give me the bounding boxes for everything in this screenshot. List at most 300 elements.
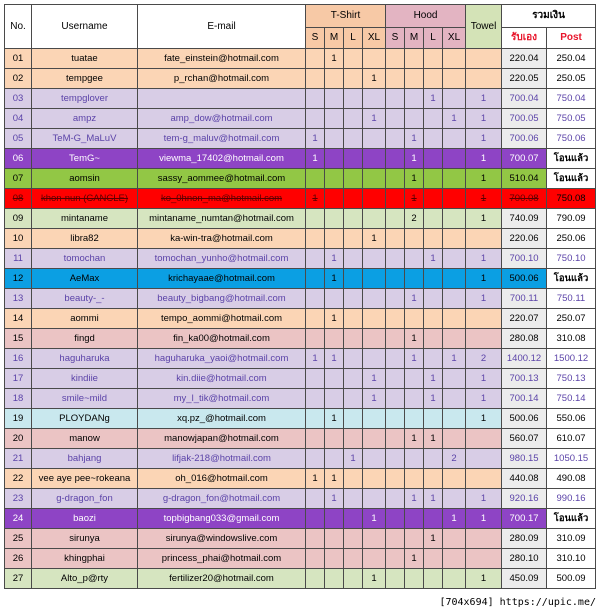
tshirt-size-s: S — [306, 28, 325, 49]
table-row — [5, 89, 596, 109]
tshirt-qty-s — [306, 49, 325, 69]
tshirt-qty-m — [325, 129, 344, 149]
table-row — [5, 209, 596, 229]
row-email: sirunya@windowslive.com — [138, 529, 306, 549]
table-row — [5, 109, 596, 129]
hood-qty-l — [424, 289, 443, 309]
tshirt-qty-m — [325, 389, 344, 409]
tshirt-qty-l — [344, 369, 363, 389]
total-post: 750.13 — [547, 369, 596, 389]
tshirt-qty-s — [306, 549, 325, 569]
towel-qty: 1 — [466, 109, 502, 129]
total-self-pickup: 280.08 — [502, 329, 547, 349]
total-post: 750.08 — [547, 189, 596, 209]
tshirt-qty-xl — [363, 169, 386, 189]
hood-qty-l: 1 — [424, 89, 443, 109]
towel-qty: 1 — [466, 489, 502, 509]
col-header-self-pickup: รับเอง — [502, 28, 547, 49]
hood-qty-s — [386, 169, 405, 189]
table-row — [5, 229, 596, 249]
tshirt-qty-l — [344, 149, 363, 169]
total-post: 750.05 — [547, 109, 596, 129]
tshirt-qty-m — [325, 509, 344, 529]
hood-qty-s — [386, 149, 405, 169]
col-header-no: No. — [5, 5, 32, 49]
tshirt-qty-xl: 1 — [363, 109, 386, 129]
hood-qty-xl: 1 — [443, 109, 466, 129]
hood-qty-m: 1 — [405, 129, 424, 149]
row-email: mintaname_numtan@hotmail.com — [138, 209, 306, 229]
tshirt-qty-m — [325, 369, 344, 389]
row-email: haguharuka_yaoi@hotmail.com — [138, 349, 306, 369]
tshirt-qty-s — [306, 289, 325, 309]
total-post: 750.10 — [547, 249, 596, 269]
hood-size-l: L — [424, 28, 443, 49]
tshirt-qty-l — [344, 229, 363, 249]
hood-qty-l: 1 — [424, 429, 443, 449]
hood-qty-m — [405, 509, 424, 529]
total-post: โอนแล้ว — [547, 269, 596, 289]
hood-qty-m — [405, 449, 424, 469]
tshirt-qty-xl — [363, 189, 386, 209]
row-username: beauty-_- — [32, 289, 138, 309]
row-email: kin.diie@hotmail.com — [138, 369, 306, 389]
row-username: sirunya — [32, 529, 138, 549]
tshirt-size-xl: XL — [363, 28, 386, 49]
row-email — [138, 89, 306, 109]
row-email: tomochan_yunho@hotmail.com — [138, 249, 306, 269]
total-post: 250.07 — [547, 309, 596, 329]
tshirt-qty-m — [325, 529, 344, 549]
hood-qty-l: 1 — [424, 249, 443, 269]
tshirt-qty-m — [325, 69, 344, 89]
tshirt-qty-m — [325, 569, 344, 589]
tshirt-qty-xl: 1 — [363, 369, 386, 389]
table-row — [5, 489, 596, 509]
tshirt-qty-s: 1 — [306, 129, 325, 149]
hood-qty-s — [386, 49, 405, 69]
total-post: 310.09 — [547, 529, 596, 549]
row-number: 25 — [5, 529, 32, 549]
tshirt-qty-m — [325, 549, 344, 569]
tshirt-qty-xl — [363, 489, 386, 509]
tshirt-qty-m — [325, 89, 344, 109]
row-username: aomsin — [32, 169, 138, 189]
total-post: 250.04 — [547, 49, 596, 69]
hood-qty-l — [424, 569, 443, 589]
table-row — [5, 309, 596, 329]
towel-qty: 1 — [466, 149, 502, 169]
row-email: manowjapan@hotmail.com — [138, 429, 306, 449]
row-number: 19 — [5, 409, 32, 429]
orders-table — [4, 4, 596, 589]
tshirt-qty-s: 1 — [306, 189, 325, 209]
total-self-pickup: 700.05 — [502, 109, 547, 129]
table-row — [5, 129, 596, 149]
total-post: 990.16 — [547, 489, 596, 509]
row-username: TeM-G_MaLuV — [32, 129, 138, 149]
tshirt-qty-m: 1 — [325, 489, 344, 509]
total-post: โอนแล้ว — [547, 169, 596, 189]
row-number: 05 — [5, 129, 32, 149]
row-username: ampz — [32, 109, 138, 129]
table-row — [5, 469, 596, 489]
hood-qty-l — [424, 49, 443, 69]
row-email: my_l_tik@hotmail.com — [138, 389, 306, 409]
towel-qty — [466, 69, 502, 89]
total-self-pickup: 920.16 — [502, 489, 547, 509]
col-header-email: E-mail — [138, 5, 306, 49]
tshirt-qty-l — [344, 329, 363, 349]
hood-qty-m — [405, 389, 424, 409]
row-number: 09 — [5, 209, 32, 229]
total-post: 310.08 — [547, 329, 596, 349]
tshirt-qty-s — [306, 489, 325, 509]
tshirt-qty-l — [344, 249, 363, 269]
tshirt-qty-s — [306, 409, 325, 429]
tshirt-qty-l — [344, 529, 363, 549]
total-post: โอนแล้ว — [547, 149, 596, 169]
hood-qty-s — [386, 469, 405, 489]
towel-qty: 1 — [466, 569, 502, 589]
tshirt-qty-xl — [363, 209, 386, 229]
row-email: ko_0hnon_ma@hotmail.com — [138, 189, 306, 209]
tshirt-qty-xl — [363, 249, 386, 269]
row-email: oh_016@hotmail.com — [138, 469, 306, 489]
hood-qty-s — [386, 109, 405, 129]
hood-qty-m: 1 — [405, 349, 424, 369]
tshirt-qty-xl — [363, 449, 386, 469]
row-email: krichayaae@hotmail.com — [138, 269, 306, 289]
tshirt-qty-xl — [363, 49, 386, 69]
tshirt-qty-s — [306, 249, 325, 269]
hood-qty-l — [424, 469, 443, 489]
col-header-tshirt: T-Shirt — [306, 5, 386, 28]
hood-qty-l — [424, 189, 443, 209]
towel-qty — [466, 429, 502, 449]
hood-qty-s — [386, 509, 405, 529]
row-username: libra82 — [32, 229, 138, 249]
hood-qty-xl — [443, 289, 466, 309]
hood-qty-l — [424, 409, 443, 429]
hood-qty-xl — [443, 369, 466, 389]
tshirt-qty-s: 1 — [306, 149, 325, 169]
row-number: 08 — [5, 189, 32, 209]
hood-qty-l — [424, 229, 443, 249]
hood-qty-xl — [443, 269, 466, 289]
tshirt-qty-l — [344, 209, 363, 229]
row-number: 12 — [5, 269, 32, 289]
hood-qty-l: 1 — [424, 389, 443, 409]
hood-qty-xl — [443, 169, 466, 189]
row-number: 23 — [5, 489, 32, 509]
hood-qty-l — [424, 109, 443, 129]
table-row — [5, 249, 596, 269]
tshirt-qty-l — [344, 489, 363, 509]
towel-qty: 1 — [466, 509, 502, 529]
towel-qty — [466, 549, 502, 569]
tshirt-qty-xl — [363, 89, 386, 109]
total-self-pickup: 700.06 — [502, 129, 547, 149]
tshirt-qty-m — [325, 209, 344, 229]
row-number: 10 — [5, 229, 32, 249]
row-number: 15 — [5, 329, 32, 349]
row-username: tuatae — [32, 49, 138, 69]
tshirt-qty-l — [344, 129, 363, 149]
total-self-pickup: 220.07 — [502, 309, 547, 329]
hood-qty-xl — [443, 189, 466, 209]
row-number: 13 — [5, 289, 32, 309]
table-row — [5, 449, 596, 469]
table-row — [5, 549, 596, 569]
col-header-towel: Towel — [466, 5, 502, 49]
table-row — [5, 509, 596, 529]
tshirt-qty-m: 1 — [325, 249, 344, 269]
table-row — [5, 529, 596, 549]
hood-qty-l — [424, 149, 443, 169]
tshirt-qty-l — [344, 569, 363, 589]
tshirt-qty-s — [306, 429, 325, 449]
hood-qty-xl — [443, 309, 466, 329]
hood-qty-m — [405, 309, 424, 329]
total-self-pickup: 500.06 — [502, 269, 547, 289]
total-self-pickup: 700.14 — [502, 389, 547, 409]
row-number: 27 — [5, 569, 32, 589]
col-header-hood: Hood — [386, 5, 466, 28]
tshirt-qty-s — [306, 449, 325, 469]
tshirt-qty-m — [325, 149, 344, 169]
tshirt-qty-l — [344, 429, 363, 449]
total-self-pickup: 220.04 — [502, 49, 547, 69]
hood-qty-s — [386, 229, 405, 249]
hood-qty-s — [386, 429, 405, 449]
tshirt-qty-m — [325, 449, 344, 469]
tshirt-qty-m — [325, 189, 344, 209]
row-username: manow — [32, 429, 138, 449]
tshirt-qty-m: 1 — [325, 309, 344, 329]
tshirt-size-m: M — [325, 28, 344, 49]
hood-qty-l: 1 — [424, 369, 443, 389]
total-post: 250.06 — [547, 229, 596, 249]
hood-qty-m: 1 — [405, 169, 424, 189]
col-header-username: Username — [32, 5, 138, 49]
table-row — [5, 349, 596, 369]
table-row — [5, 569, 596, 589]
tshirt-qty-xl: 1 — [363, 69, 386, 89]
hood-qty-m: 1 — [405, 549, 424, 569]
total-post: 310.10 — [547, 549, 596, 569]
hood-qty-xl: 1 — [443, 349, 466, 369]
tshirt-qty-s — [306, 109, 325, 129]
total-self-pickup: 980.15 — [502, 449, 547, 469]
hood-qty-s — [386, 309, 405, 329]
hood-qty-xl — [443, 529, 466, 549]
hood-qty-s — [386, 209, 405, 229]
hood-qty-m: 1 — [405, 189, 424, 209]
hood-qty-l: 1 — [424, 529, 443, 549]
row-username: g-dragon_fon — [32, 489, 138, 509]
total-post: 750.04 — [547, 89, 596, 109]
total-self-pickup: 740.09 — [502, 209, 547, 229]
table-row — [5, 49, 596, 69]
towel-qty — [466, 229, 502, 249]
table-row — [5, 329, 596, 349]
total-post: 790.09 — [547, 209, 596, 229]
tshirt-qty-l — [344, 389, 363, 409]
row-username: khingphai — [32, 549, 138, 569]
header-row — [5, 5, 596, 28]
tshirt-qty-m: 1 — [325, 409, 344, 429]
total-self-pickup: 700.11 — [502, 289, 547, 309]
towel-qty: 2 — [466, 349, 502, 369]
row-email: fate_einstein@hotmail.com — [138, 49, 306, 69]
tshirt-qty-xl — [363, 289, 386, 309]
tshirt-qty-m — [325, 329, 344, 349]
watermark: [704x694] https://upic.me/ — [439, 597, 596, 608]
table-row — [5, 289, 596, 309]
table-row — [5, 149, 596, 169]
hood-size-m: M — [405, 28, 424, 49]
total-self-pickup: 1400.12 — [502, 349, 547, 369]
tshirt-qty-xl — [363, 429, 386, 449]
hood-qty-xl — [443, 329, 466, 349]
total-post: 750.11 — [547, 289, 596, 309]
tshirt-qty-l — [344, 69, 363, 89]
towel-qty — [466, 309, 502, 329]
tshirt-qty-xl — [363, 549, 386, 569]
tshirt-qty-l — [344, 509, 363, 529]
row-number: 06 — [5, 149, 32, 169]
hood-size-s: S — [386, 28, 405, 49]
row-number: 26 — [5, 549, 32, 569]
row-number: 03 — [5, 89, 32, 109]
table-row — [5, 409, 596, 429]
row-username: tempglover — [32, 89, 138, 109]
total-post: 750.06 — [547, 129, 596, 149]
tshirt-qty-xl — [363, 269, 386, 289]
row-username: TemG~ — [32, 149, 138, 169]
row-username: fingd — [32, 329, 138, 349]
row-email: tem-g_maluv@hotmail.com — [138, 129, 306, 149]
hood-qty-m — [405, 369, 424, 389]
tshirt-qty-s — [306, 209, 325, 229]
tshirt-qty-s — [306, 569, 325, 589]
total-self-pickup: 510.04 — [502, 169, 547, 189]
tshirt-qty-xl: 1 — [363, 509, 386, 529]
tshirt-qty-m: 1 — [325, 49, 344, 69]
hood-qty-xl — [443, 149, 466, 169]
towel-qty: 1 — [466, 169, 502, 189]
hood-qty-xl — [443, 89, 466, 109]
hood-size-xl: XL — [443, 28, 466, 49]
tshirt-qty-m: 1 — [325, 269, 344, 289]
total-post: 490.08 — [547, 469, 596, 489]
table-row — [5, 369, 596, 389]
tshirt-qty-l — [344, 89, 363, 109]
towel-qty: 1 — [466, 409, 502, 429]
table-row — [5, 69, 596, 89]
tshirt-qty-l: 1 — [344, 449, 363, 469]
tshirt-qty-m: 1 — [325, 349, 344, 369]
hood-qty-xl: 2 — [443, 449, 466, 469]
towel-qty — [466, 529, 502, 549]
hood-qty-m: 1 — [405, 289, 424, 309]
towel-qty — [466, 49, 502, 69]
hood-qty-s — [386, 569, 405, 589]
hood-qty-l: 1 — [424, 489, 443, 509]
hood-qty-xl — [443, 209, 466, 229]
hood-qty-l — [424, 269, 443, 289]
row-number: 22 — [5, 469, 32, 489]
tshirt-qty-m — [325, 229, 344, 249]
tshirt-qty-l — [344, 169, 363, 189]
row-email: princess_phai@hotmail.com — [138, 549, 306, 569]
row-email: ka-win-tra@hotmail.com — [138, 229, 306, 249]
towel-qty: 1 — [466, 369, 502, 389]
row-username: khon-nun (CANCLE) — [32, 189, 138, 209]
hood-qty-xl — [443, 389, 466, 409]
hood-qty-s — [386, 69, 405, 89]
hood-qty-l — [424, 329, 443, 349]
row-number: 21 — [5, 449, 32, 469]
row-number: 14 — [5, 309, 32, 329]
tshirt-qty-s — [306, 509, 325, 529]
row-number: 07 — [5, 169, 32, 189]
hood-qty-xl — [443, 69, 466, 89]
row-username: bahjang — [32, 449, 138, 469]
row-email: lifjak-218@hotmail.com — [138, 449, 306, 469]
tshirt-qty-xl — [363, 469, 386, 489]
hood-qty-l — [424, 349, 443, 369]
tshirt-qty-l — [344, 189, 363, 209]
total-post: 1500.12 — [547, 349, 596, 369]
row-number: 18 — [5, 389, 32, 409]
total-self-pickup: 280.09 — [502, 529, 547, 549]
total-post: 610.07 — [547, 429, 596, 449]
towel-qty: 1 — [466, 289, 502, 309]
row-number: 24 — [5, 509, 32, 529]
row-username: kindiie — [32, 369, 138, 389]
col-header-total: รวมเงิน — [502, 5, 596, 28]
hood-qty-l — [424, 549, 443, 569]
total-self-pickup: 700.13 — [502, 369, 547, 389]
col-header-post: Post — [547, 28, 596, 49]
row-number: 02 — [5, 69, 32, 89]
row-username: AeMax — [32, 269, 138, 289]
tshirt-qty-xl: 1 — [363, 569, 386, 589]
hood-qty-s — [386, 369, 405, 389]
towel-qty — [466, 329, 502, 349]
tshirt-qty-s — [306, 169, 325, 189]
tshirt-qty-xl — [363, 149, 386, 169]
hood-qty-m: 2 — [405, 209, 424, 229]
tshirt-qty-xl — [363, 529, 386, 549]
hood-qty-xl — [443, 229, 466, 249]
tshirt-qty-l — [344, 109, 363, 129]
hood-qty-m: 1 — [405, 429, 424, 449]
row-email: sassy_aommee@hotmail.com — [138, 169, 306, 189]
row-username: aommi — [32, 309, 138, 329]
row-number: 01 — [5, 49, 32, 69]
row-username: tomochan — [32, 249, 138, 269]
tshirt-qty-s — [306, 69, 325, 89]
row-number: 11 — [5, 249, 32, 269]
hood-qty-xl — [443, 489, 466, 509]
tshirt-qty-s: 1 — [306, 469, 325, 489]
total-self-pickup: 220.06 — [502, 229, 547, 249]
tshirt-qty-xl: 1 — [363, 229, 386, 249]
total-self-pickup: 500.06 — [502, 409, 547, 429]
